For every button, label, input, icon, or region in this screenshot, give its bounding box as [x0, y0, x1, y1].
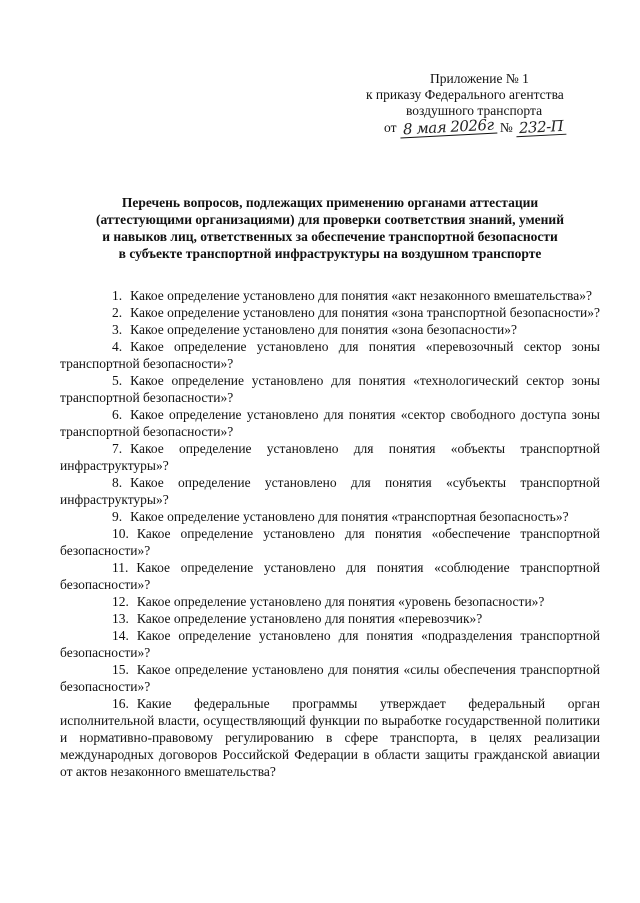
question-number: 3. — [112, 322, 123, 337]
question-text: Какое определение установлено для понятия «объекты транспортной инфраструктуры»? — [60, 441, 600, 473]
title-line: в субъекте транспортной инфраструктуры на воздушном транспорте — [118, 246, 542, 261]
question-number: 6. — [112, 407, 123, 422]
question-text: Какое определение установлено для понятия «уровень безопасности»? — [136, 594, 545, 609]
question-list — [60, 287, 600, 780]
list-item — [60, 338, 600, 372]
question-number: 9. — [112, 509, 123, 524]
list-item — [60, 406, 600, 440]
question-number: 12. — [112, 594, 129, 609]
list-item — [60, 474, 600, 508]
question-text: Какое определение установлено для понятия «зона транспортной безопасности»? — [130, 305, 601, 320]
question-text: Какое определение установлено для понятия «соблюдение транспортной безопасности»? — [60, 560, 600, 592]
list-item — [60, 627, 600, 661]
handwritten-number: 232-П — [516, 118, 567, 138]
question-text: Какое определение установлено для понятия «акт незаконного вмешательства»? — [130, 288, 592, 303]
question-number: 8. — [112, 475, 123, 490]
question-number: 7. — [112, 441, 123, 456]
handwritten-date: 8 мая 2026г — [399, 116, 496, 138]
question-text: Какое определение установлено для понятия «субъекты транспортной инфраструктуры»? — [60, 475, 600, 507]
question-number: 14. — [112, 628, 129, 643]
list-item — [60, 304, 600, 321]
document-title — [60, 194, 600, 262]
date-prefix: от — [384, 120, 397, 135]
title-line: (аттестующими организациями) для проверки соответствия знаний, умений — [96, 212, 564, 227]
question-number: 11. — [112, 560, 129, 575]
question-text: Какое определение установлено для понятия «перевозчик»? — [136, 611, 483, 626]
question-text: Какое определение установлено для понятия «силы обеспечения транспортной безопасности»? — [60, 662, 600, 694]
question-number: 13. — [112, 611, 129, 626]
list-item — [60, 593, 600, 610]
list-item — [60, 559, 600, 593]
order-reference: к приказу Федерального агентства — [366, 87, 564, 102]
list-item — [60, 372, 600, 406]
question-text: Какое определение установлено для понятия «обеспечение транспортной безопасности»? — [60, 526, 600, 558]
question-number: 4. — [112, 339, 123, 354]
list-item — [60, 525, 600, 559]
question-text: Какое определение установлено для понятия «транспортная безопасность»? — [130, 509, 569, 524]
list-item — [60, 661, 600, 695]
title-line: Перечень вопросов, подлежащих применению органами аттестации — [121, 195, 539, 210]
title-line: и навыков лиц, ответственных за обеспечение транспортной безопасности — [102, 229, 558, 244]
question-text: Какое определение установлено для понятия «перевозочный сектор зоны транспортной безопасности»? — [60, 339, 600, 371]
question-number: 1. — [112, 288, 123, 303]
appendix-number: Приложение № 1 — [430, 71, 529, 86]
question-text: Какое определение установлено для понятия «технологический сектор зоны транспортной безопасности»? — [60, 373, 600, 405]
question-text: Какое определение установлено для понятия «подразделения транспортной безопасности»? — [60, 628, 600, 660]
list-item — [60, 287, 600, 304]
question-number: 15. — [112, 662, 129, 677]
appendix-header — [366, 71, 606, 139]
list-item — [60, 610, 600, 627]
list-item — [60, 440, 600, 474]
list-item — [60, 321, 600, 338]
number-prefix: № — [499, 120, 513, 135]
question-number: 10. — [112, 526, 129, 541]
question-number: 16. — [112, 696, 129, 711]
question-text: Какое определение установлено для понятия «зона безопасности»? — [130, 322, 517, 337]
list-item — [60, 695, 600, 780]
question-number: 5. — [112, 373, 123, 388]
agency-name: воздушного транспорта — [406, 103, 543, 118]
question-number: 2. — [112, 305, 123, 320]
date-number-line — [366, 115, 606, 139]
question-text: Какие федеральные программы утверждает федеральный орган исполнительной власти, осуществляющий функции по выработке государственной политики и нормативно-правовому регулированию в сфере транспорта, в целях реализации международных договоров Российской Федерации в области защиты гражданской авиации от актов незаконного вмешательства? — [60, 696, 600, 779]
question-text: Какое определение установлено для понятия «сектор свободного доступа зоны транспортной безопасности»? — [60, 407, 600, 439]
list-item — [60, 508, 600, 525]
